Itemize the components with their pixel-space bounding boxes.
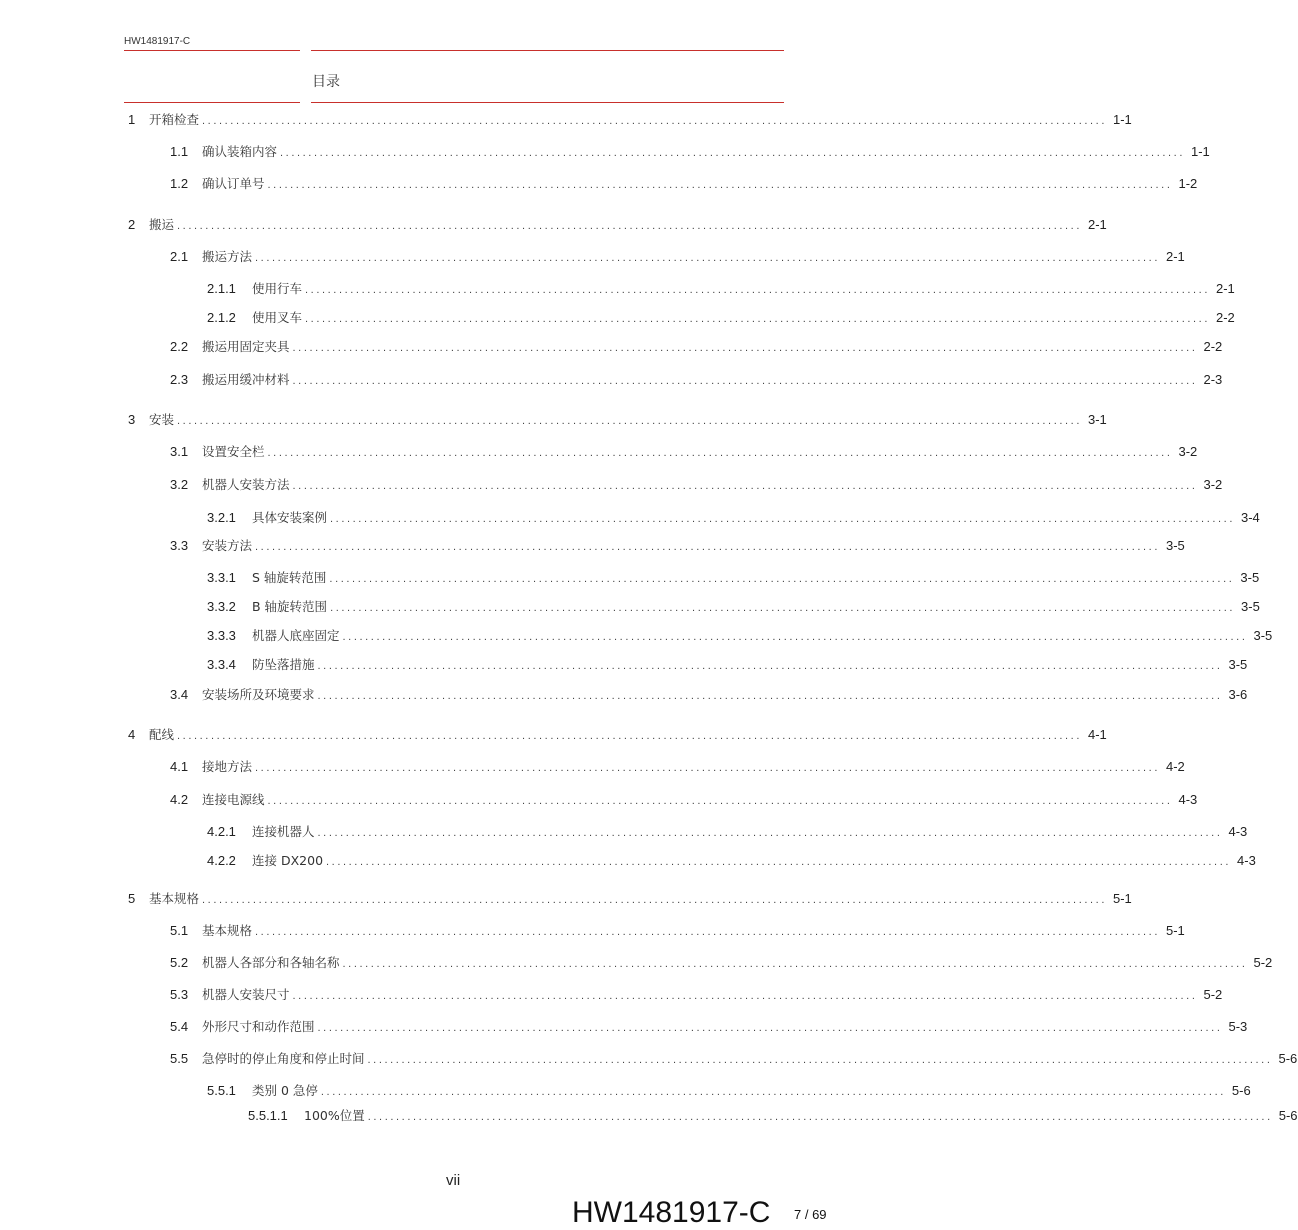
toc-leader-dots: ................................................................................................................................................................ (342, 958, 1248, 970)
toc-leader-dots: ................................................................................................................................................................ (292, 375, 1198, 387)
toc-entry[interactable] (170, 444, 1198, 461)
toc-entry-number: 4.2.2 (207, 853, 236, 868)
toc-entry[interactable] (207, 510, 1260, 527)
toc-entry-number: 3.2 (170, 477, 189, 492)
toc-entry-title: 搬运方法 (202, 249, 253, 264)
toc-leader-dots: ................................................................................................................................................................ (202, 894, 1107, 906)
toc-entry-page: 3-2 (1178, 444, 1198, 459)
toc-leader-dots: ................................................................................................................................................................ (177, 415, 1082, 427)
toc-entry[interactable] (170, 987, 1223, 1004)
toc-entry-page: 5-6 (1278, 1108, 1298, 1123)
toc-entry-number: 5.1 (170, 923, 189, 938)
toc-entry-number: 3.3 (170, 538, 189, 553)
toc-leader-dots: ................................................................................................................................................................ (305, 313, 1210, 325)
toc-entry-number: 3.3.1 (207, 570, 236, 585)
toc-leader-dots: ................................................................................................................................................................ (326, 856, 1232, 868)
toc-entry-title: 基本规格 (202, 923, 253, 938)
toc-entry-page: 1-1 (1113, 112, 1132, 127)
toc-entry-page: 4-2 (1166, 759, 1185, 774)
toc-entry-page: 3-5 (1241, 599, 1260, 614)
toc-entry-title: 急停时的停止角度和停止时间 (202, 1051, 365, 1066)
toc-entry[interactable] (207, 599, 1260, 616)
toc-entry-title: 搬运用缓冲材料 (202, 372, 290, 387)
toc-entry-page: 3-5 (1166, 538, 1185, 553)
toc-leader-dots: ................................................................................................................................................................ (267, 795, 1173, 807)
toc-entry[interactable] (170, 176, 1198, 193)
toc-entry-page: 4-3 (1178, 792, 1198, 807)
toc-leader-dots: ................................................................................................................................................................ (367, 1054, 1273, 1066)
toc-entry[interactable] (170, 1051, 1298, 1068)
toc-entry-page: 3-1 (1088, 412, 1107, 427)
toc-entry-title: 机器人安装方法 (202, 477, 290, 492)
toc-leader-dots: ................................................................................................................................................................ (317, 827, 1223, 839)
toc-entry-title: 外形尺寸和动作范围 (202, 1019, 315, 1034)
toc-entry-number: 2.2 (170, 339, 189, 354)
toc-entry-number: 5 (128, 891, 136, 906)
toc-entry-number: 3.4 (170, 687, 189, 702)
toc-entry-page: 1-1 (1191, 144, 1210, 159)
toc-entry-title: 连接 DX200 (252, 853, 324, 868)
toc-entry-number: 4.2.1 (207, 824, 236, 839)
toc-entry-title: 使用叉车 (252, 310, 303, 325)
toc-entry-title: 防坠落措施 (252, 657, 315, 672)
toc-leader-dots: ................................................................................................................................................................ (317, 690, 1223, 702)
toc-entry-number: 5.2 (170, 955, 189, 970)
toc-entry-number: 2.3 (170, 372, 189, 387)
toc-entry-number: 3 (128, 412, 136, 427)
toc-entry-title: 100%位置 (304, 1108, 365, 1123)
toc-entry-title: S 轴旋转范围 (252, 570, 327, 585)
toc-entry-page: 5-3 (1228, 1019, 1248, 1034)
toc-entry-number: 2.1 (170, 249, 189, 264)
toc-entry[interactable] (128, 891, 1132, 908)
toc-leader-dots: ................................................................................................................................................................ (330, 513, 1235, 525)
toc-leader-dots: ................................................................................................................................................................ (177, 730, 1082, 742)
toc-entry-title: 设置安全栏 (202, 444, 265, 459)
toc-entry-title: 安装 (149, 412, 175, 427)
toc-entry[interactable] (170, 339, 1223, 356)
toc-leader-dots: ................................................................................................................................................................ (317, 1022, 1223, 1034)
toc-leader-dots: ................................................................................................................................................................ (320, 1086, 1226, 1098)
toc-entry-page: 3-2 (1203, 477, 1223, 492)
toc-entry[interactable] (128, 412, 1107, 429)
toc-entry-title: 类别 0 急停 (252, 1083, 318, 1098)
toc-entry-page: 4-3 (1228, 824, 1248, 839)
toc-leader-dots: ................................................................................................................................................................ (177, 220, 1082, 232)
toc-entry[interactable] (170, 955, 1273, 972)
toc-entry[interactable] (207, 1083, 1251, 1100)
toc-entry[interactable] (170, 372, 1223, 389)
toc-leader-dots: ................................................................................................................................................................ (305, 284, 1210, 296)
toc-entry-number: 5.5 (170, 1051, 189, 1066)
toc-leader-dots: ................................................................................................................................................................ (330, 602, 1236, 614)
toc-leader-dots: ................................................................................................................................................................ (267, 447, 1173, 459)
toc-entry-title: 连接机器人 (252, 824, 315, 839)
toc-entry-page: 3-5 (1240, 570, 1260, 585)
toc-entry-number: 1 (128, 112, 136, 127)
toc-entry-title: 机器人安装尺寸 (202, 987, 290, 1002)
toc-entry-title: B 轴旋转范围 (252, 599, 328, 614)
toc-entry-page: 4-1 (1088, 727, 1107, 742)
toc-entry-title: 连接电源线 (202, 792, 265, 807)
toc-entry[interactable] (170, 477, 1223, 494)
toc-entry-title: 机器人各部分和各轴名称 (202, 955, 340, 970)
toc-entry[interactable] (128, 112, 1132, 129)
header-code: HW1481917-C (124, 36, 191, 47)
toc-entry[interactable] (207, 310, 1235, 327)
toc-entry[interactable] (170, 759, 1185, 776)
toc-entry-number: 4.2 (170, 792, 189, 807)
toc-entry-number: 3.3.2 (207, 599, 236, 614)
toc-entry-number: 2 (128, 217, 136, 232)
toc-entry-page: 5-6 (1231, 1083, 1251, 1098)
toc-entry[interactable] (170, 144, 1210, 161)
toc-entry[interactable] (248, 1108, 1298, 1125)
toc-leader-dots: ................................................................................................................................................................ (292, 342, 1198, 354)
toc-entry-page: 5-6 (1278, 1051, 1298, 1066)
toc-entry[interactable] (128, 217, 1107, 234)
footer-page-count: 7 / 69 (794, 1207, 827, 1222)
toc-entry-number: 5.3 (170, 987, 189, 1002)
toc-entry-number: 2.1.1 (207, 281, 236, 296)
toc-entry-page: 3-6 (1228, 687, 1248, 702)
toc-entry-number: 3.3.3 (207, 628, 236, 643)
header-rule-left-bottom (124, 102, 300, 103)
toc-entry-page: 5-2 (1253, 955, 1273, 970)
toc-entry-page: 5-1 (1166, 923, 1185, 938)
toc-entry-page: 2-2 (1203, 339, 1223, 354)
toc-entry-number: 5.4 (170, 1019, 189, 1034)
toc-entry-title: 机器人底座固定 (252, 628, 340, 643)
toc-entry-page: 5-1 (1113, 891, 1132, 906)
toc-entry-page: 1-2 (1178, 176, 1198, 191)
toc-entry-title: 接地方法 (202, 759, 253, 774)
toc-leader-dots: ................................................................................................................................................................ (329, 573, 1235, 585)
toc-entry[interactable] (170, 792, 1198, 809)
toc-entry-number: 4.1 (170, 759, 189, 774)
toc-entry-page: 2-1 (1088, 217, 1107, 232)
toc-entry-title: 搬运 (149, 217, 175, 232)
toc-entry[interactable] (170, 538, 1185, 555)
toc-entry[interactable] (207, 628, 1273, 645)
toc-entry-page: 2-3 (1203, 372, 1223, 387)
toc-entry-page: 3-5 (1228, 657, 1248, 672)
toc-entry[interactable] (207, 853, 1256, 870)
toc-entry-title: 开箱检查 (149, 112, 200, 127)
toc-entry[interactable] (207, 824, 1248, 841)
toc-entry-title: 安装场所及环境要求 (202, 687, 315, 702)
toc-entry[interactable] (170, 249, 1185, 266)
toc-entry-number: 1.2 (170, 176, 189, 191)
toc-leader-dots: ................................................................................................................................................................ (202, 115, 1107, 127)
toc-leader-dots: ................................................................................................................................................................ (292, 480, 1198, 492)
toc-leader-dots: ................................................................................................................................................................ (292, 990, 1198, 1002)
toc-entry-title: 安装方法 (202, 538, 253, 553)
toc-leader-dots: ................................................................................................................................................................ (267, 179, 1173, 191)
toc-entry-number: 3.3.4 (207, 657, 236, 672)
toc-entry-number: 4 (128, 727, 136, 742)
toc-entry-number: 2.1.2 (207, 310, 236, 325)
toc-entry-page: 4-3 (1237, 853, 1256, 868)
toc-entry[interactable] (207, 281, 1235, 298)
toc-entry-page: 5-2 (1203, 987, 1223, 1002)
toc-entry-page: 2-2 (1216, 310, 1235, 325)
toc-leader-dots: ................................................................................................................................................................ (367, 1111, 1273, 1123)
toc-entry-page: 2-1 (1216, 281, 1235, 296)
toc-entry-number: 1.1 (170, 144, 189, 159)
toc-leader-dots: ................................................................................................................................................................ (255, 926, 1160, 938)
toc-entry-title: 基本规格 (149, 891, 200, 906)
toc-entry-number: 3.1 (170, 444, 189, 459)
toc-entry-title: 使用行车 (252, 281, 303, 296)
toc-entry[interactable] (128, 727, 1107, 744)
toc-heading: 目录 (312, 74, 340, 90)
header-rule-left-top (124, 50, 300, 51)
header-rule-right-bottom (311, 102, 784, 103)
toc-leader-dots: ................................................................................................................................................................ (255, 252, 1160, 264)
toc-entry[interactable] (207, 657, 1248, 674)
toc-entry[interactable] (170, 687, 1248, 704)
toc-entry-title: 确认装箱内容 (202, 144, 278, 159)
toc-entry[interactable] (207, 570, 1260, 587)
toc-leader-dots: ................................................................................................................................................................ (317, 660, 1223, 672)
footer-doc-code: HW1481917-C (572, 1196, 771, 1229)
footer-page-number: vii (446, 1172, 461, 1189)
toc-leader-dots: ................................................................................................................................................................ (255, 541, 1160, 553)
toc-entry-number: 5.5.1.1 (248, 1108, 288, 1123)
toc-entry-number: 3.2.1 (207, 510, 236, 525)
toc-leader-dots: ................................................................................................................................................................ (255, 762, 1160, 774)
toc-entry-page: 2-1 (1166, 249, 1185, 264)
toc-leader-dots: ................................................................................................................................................................ (280, 147, 1185, 159)
toc-entry-title: 搬运用固定夹具 (202, 339, 290, 354)
toc-leader-dots: ................................................................................................................................................................ (342, 631, 1248, 643)
toc-entry-title: 配线 (149, 727, 175, 742)
toc-entry-title: 具体安装案例 (252, 510, 328, 525)
toc-entry[interactable] (170, 1019, 1248, 1036)
toc-entry-page: 3-4 (1241, 510, 1260, 525)
toc-entry[interactable] (170, 923, 1185, 940)
toc-entry-title: 确认订单号 (202, 176, 265, 191)
toc-entry-page: 3-5 (1253, 628, 1273, 643)
toc-entry-number: 5.5.1 (207, 1083, 236, 1098)
header-rule-right-top (311, 50, 784, 51)
